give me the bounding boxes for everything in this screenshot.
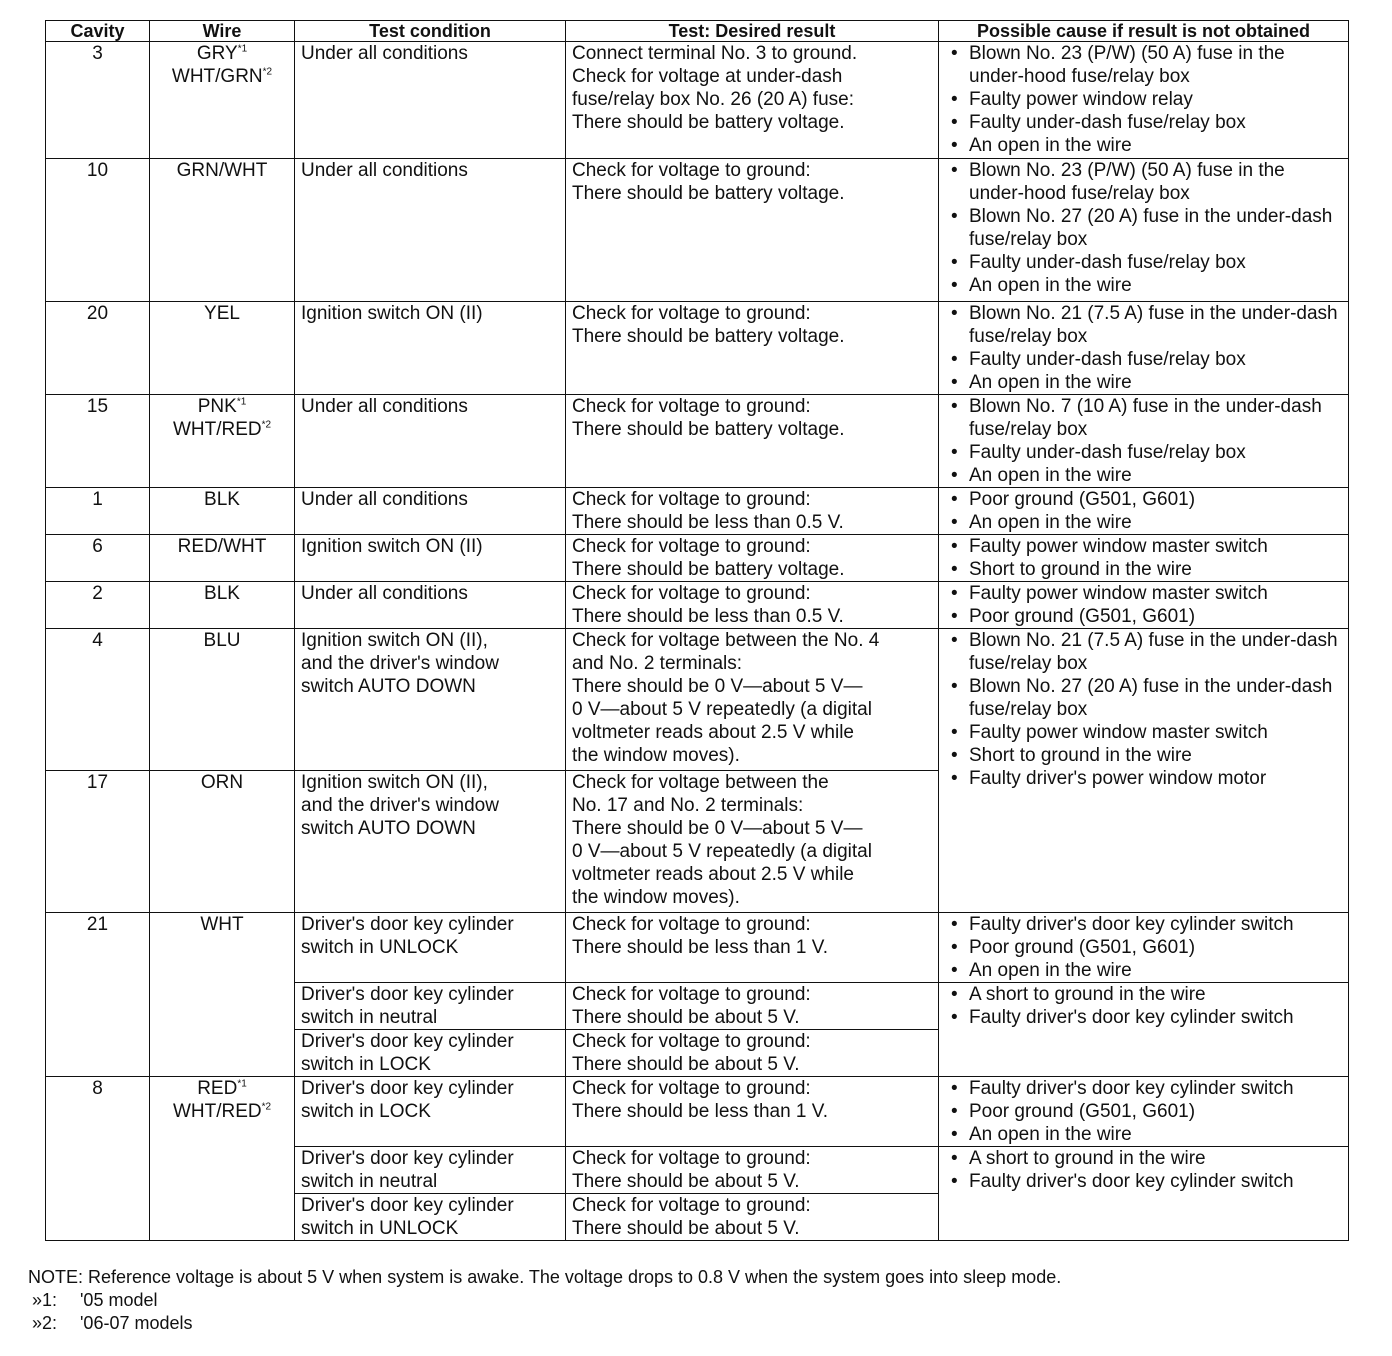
wire-color-text: BLK bbox=[204, 583, 240, 604]
cavity-cell: 21 bbox=[46, 913, 150, 1077]
cause-item: • Faulty driver's door key cylinder switch bbox=[945, 1006, 1342, 1029]
wire-cell bbox=[150, 488, 295, 535]
test-condition-cell: Under all conditions bbox=[295, 582, 566, 629]
cause-item: • A short to ground in the wire bbox=[945, 1147, 1342, 1170]
wire-cell bbox=[150, 771, 295, 913]
table-body bbox=[46, 42, 1349, 1241]
wire-color-text: WHT/GRN bbox=[171, 66, 263, 87]
wire-color-text: WHT/RED bbox=[172, 419, 262, 440]
cause-list bbox=[945, 629, 1342, 790]
wire-color-text: ORN bbox=[200, 772, 244, 793]
desired-result-cell: Check for voltage to ground: There should be about 5 V. bbox=[566, 1030, 939, 1077]
possible-cause-cell bbox=[939, 302, 1349, 395]
wire-cell bbox=[150, 582, 295, 629]
table-row bbox=[46, 582, 1349, 629]
cause-item: • Poor ground (G501, G601) bbox=[945, 1100, 1342, 1123]
test-condition-cell: Under all conditions bbox=[295, 488, 566, 535]
note-block bbox=[28, 1266, 1061, 1335]
cause-item: • Blown No. 23 (P/W) (50 A) fuse in the under-hood fuse/relay box bbox=[945, 42, 1342, 88]
footnote-key: »2: bbox=[32, 1313, 58, 1333]
test-table bbox=[45, 20, 1349, 1241]
wire-color-text: WHT bbox=[200, 914, 244, 935]
wire-footnote-ref: *1 bbox=[237, 43, 248, 55]
desired-result-cell: Check for voltage to ground: There should be battery voltage. bbox=[566, 535, 939, 582]
cavity-cell: 17 bbox=[46, 771, 150, 913]
wire-color bbox=[156, 1077, 288, 1100]
header-wire: Wire bbox=[150, 21, 295, 42]
desired-result-cell: Check for voltage to ground: There should be less than 0.5 V. bbox=[566, 488, 939, 535]
cavity-cell: 6 bbox=[46, 535, 150, 582]
cause-list bbox=[945, 1147, 1342, 1193]
cause-list bbox=[945, 42, 1342, 157]
possible-cause-cell bbox=[939, 42, 1349, 159]
wire-color bbox=[156, 395, 288, 418]
cause-item: • An open in the wire bbox=[945, 371, 1342, 394]
test-condition-cell: Driver's door key cylinder switch in neutral bbox=[295, 1147, 566, 1194]
cause-item: • A short to ground in the wire bbox=[945, 983, 1342, 1006]
cause-list bbox=[945, 302, 1342, 394]
wire-cell bbox=[150, 913, 295, 1077]
table-row bbox=[46, 1077, 1349, 1147]
table-row bbox=[46, 913, 1349, 983]
note-text: NOTE: Reference voltage is about 5 V when system is awake. The voltage drops to 0.8 V when the system goes into sleep mode. bbox=[28, 1267, 1062, 1287]
cause-item: • Faulty under-dash fuse/relay box bbox=[945, 441, 1342, 464]
desired-result-cell: Check for voltage to ground: There should be battery voltage. bbox=[566, 159, 939, 302]
footnote-value: '06-07 models bbox=[80, 1313, 193, 1333]
table-row bbox=[46, 629, 1349, 771]
cause-item: • An open in the wire bbox=[945, 959, 1342, 982]
wire-color-text: GRN/WHT bbox=[176, 160, 268, 181]
test-condition-cell: Ignition switch ON (II), and the driver's window switch AUTO DOWN bbox=[295, 629, 566, 771]
wire-cell bbox=[150, 302, 295, 395]
possible-cause-cell bbox=[939, 913, 1349, 983]
cavity-cell: 20 bbox=[46, 302, 150, 395]
cause-item: • Short to ground in the wire bbox=[945, 744, 1342, 767]
cause-item: • Faulty under-dash fuse/relay box bbox=[945, 251, 1342, 274]
possible-cause-cell bbox=[939, 582, 1349, 629]
wire-cell bbox=[150, 629, 295, 771]
table-row bbox=[46, 535, 1349, 582]
cavity-cell: 4 bbox=[46, 629, 150, 771]
header-row bbox=[46, 21, 1349, 42]
desired-result-cell: Check for voltage to ground: There should be less than 1 V. bbox=[566, 913, 939, 983]
wire-cell bbox=[150, 42, 295, 159]
header-cavity: Cavity bbox=[46, 21, 150, 42]
possible-cause-cell bbox=[939, 629, 1349, 913]
test-condition-cell: Under all conditions bbox=[295, 159, 566, 302]
table-row bbox=[46, 302, 1349, 395]
cause-item: • Blown No. 23 (P/W) (50 A) fuse in the under-hood fuse/relay box bbox=[945, 159, 1342, 205]
test-condition-cell: Ignition switch ON (II), and the driver's window switch AUTO DOWN bbox=[295, 771, 566, 913]
table-row bbox=[46, 159, 1349, 302]
wire-color-text: WHT/RED bbox=[172, 1101, 262, 1122]
wire-color bbox=[156, 159, 288, 182]
cause-list bbox=[945, 159, 1342, 297]
cause-list bbox=[945, 582, 1342, 628]
possible-cause-cell bbox=[939, 395, 1349, 488]
test-condition-cell: Ignition switch ON (II) bbox=[295, 535, 566, 582]
wire-color bbox=[156, 65, 288, 88]
test-condition-cell: Driver's door key cylinder switch in LOCK bbox=[295, 1030, 566, 1077]
desired-result-cell: Check for voltage to ground: There should be about 5 V. bbox=[566, 1194, 939, 1241]
cause-item: • Faulty power window master switch bbox=[945, 535, 1342, 558]
wire-color-text: BLU bbox=[203, 630, 241, 651]
cause-item: • Poor ground (G501, G601) bbox=[945, 936, 1342, 959]
cavity-cell: 10 bbox=[46, 159, 150, 302]
header-test-condition: Test condition bbox=[295, 21, 566, 42]
wire-color bbox=[156, 488, 288, 511]
desired-result-cell: Check for voltage to ground: There should be about 5 V. bbox=[566, 983, 939, 1030]
desired-result-cell: Connect terminal No. 3 to ground. Check for voltage at under-dash fuse/relay box No. 26 (20 A) fuse: There should be battery voltage. bbox=[566, 42, 939, 159]
wire-cell bbox=[150, 159, 295, 302]
cavity-cell: 8 bbox=[46, 1077, 150, 1241]
cause-item: • Faulty power window relay bbox=[945, 88, 1342, 111]
desired-result-cell: Check for voltage between the No. 17 and No. 2 terminals: There should be 0 V—about 5 V— 0 V—about 5 V repeatedly (a digital voltmeter reads about 2.5 V while the window moves). bbox=[566, 771, 939, 913]
cause-item: • An open in the wire bbox=[945, 511, 1342, 534]
cause-item: • Blown No. 27 (20 A) fuse in the under-dash fuse/relay box bbox=[945, 205, 1342, 251]
wire-cell bbox=[150, 395, 295, 488]
cause-item: • Faulty driver's power window motor bbox=[945, 767, 1342, 790]
cause-item: • Blown No. 21 (7.5 A) fuse in the under-dash fuse/relay box bbox=[945, 629, 1342, 675]
cause-item: • Faulty power window master switch bbox=[945, 582, 1342, 605]
wire-color bbox=[156, 42, 288, 65]
wire-color bbox=[156, 418, 288, 441]
desired-result-cell: Check for voltage to ground: There should be battery voltage. bbox=[566, 302, 939, 395]
desired-result-cell: Check for voltage to ground: There should be about 5 V. bbox=[566, 1147, 939, 1194]
cavity-cell: 3 bbox=[46, 42, 150, 159]
cause-item: • Blown No. 21 (7.5 A) fuse in the under-dash fuse/relay box bbox=[945, 302, 1342, 348]
desired-result-cell: Check for voltage to ground: There should be less than 0.5 V. bbox=[566, 582, 939, 629]
wire-color bbox=[156, 913, 288, 936]
wire-color bbox=[156, 771, 288, 794]
wire-color-text: RED bbox=[197, 1078, 238, 1099]
wire-color bbox=[156, 1100, 288, 1123]
test-condition-cell: Driver's door key cylinder switch in UNLOCK bbox=[295, 913, 566, 983]
wire-footnote-ref: *1 bbox=[236, 396, 247, 408]
wire-cell bbox=[150, 1077, 295, 1241]
desired-result-cell: Check for voltage to ground: There should be less than 1 V. bbox=[566, 1077, 939, 1147]
test-condition-cell: Driver's door key cylinder switch in UNLOCK bbox=[295, 1194, 566, 1241]
cavity-cell: 15 bbox=[46, 395, 150, 488]
cause-list bbox=[945, 488, 1342, 534]
cavity-cell: 1 bbox=[46, 488, 150, 535]
possible-cause-cell bbox=[939, 535, 1349, 582]
test-condition-cell: Under all conditions bbox=[295, 42, 566, 159]
cause-item: • An open in the wire bbox=[945, 274, 1342, 297]
cause-item: • Blown No. 7 (10 A) fuse in the under-dash fuse/relay box bbox=[945, 395, 1342, 441]
wire-color bbox=[156, 582, 288, 605]
cause-item: • An open in the wire bbox=[945, 1123, 1342, 1146]
wire-cell bbox=[150, 535, 295, 582]
wire-footnote-ref: *1 bbox=[237, 1078, 247, 1090]
cause-item: • Poor ground (G501, G601) bbox=[945, 488, 1342, 511]
test-condition-cell: Driver's door key cylinder switch in neutral bbox=[295, 983, 566, 1030]
wire-footnote-ref: *2 bbox=[262, 66, 273, 78]
possible-cause-cell bbox=[939, 1147, 1349, 1241]
possible-cause-cell bbox=[939, 488, 1349, 535]
desired-result-cell: Check for voltage to ground: There should be battery voltage. bbox=[566, 395, 939, 488]
cause-item: • Short to ground in the wire bbox=[945, 558, 1342, 581]
wire-footnote-ref: *2 bbox=[261, 419, 272, 431]
cavity-cell: 2 bbox=[46, 582, 150, 629]
wire-color-text: GRY bbox=[196, 43, 238, 64]
cause-item: • An open in the wire bbox=[945, 464, 1342, 487]
wire-color bbox=[156, 302, 288, 325]
table-row bbox=[46, 488, 1349, 535]
wire-color-text: PNK bbox=[197, 396, 237, 417]
test-condition-cell: Under all conditions bbox=[295, 395, 566, 488]
cause-list bbox=[945, 395, 1342, 487]
test-condition-cell: Driver's door key cylinder switch in LOCK bbox=[295, 1077, 566, 1147]
footnote-key: »1: bbox=[32, 1290, 58, 1310]
cause-item: • Faulty under-dash fuse/relay box bbox=[945, 348, 1342, 371]
wire-color-text: YEL bbox=[204, 303, 240, 324]
cause-item: • Faulty driver's door key cylinder switch bbox=[945, 1170, 1342, 1193]
cause-item: • An open in the wire bbox=[945, 134, 1342, 157]
cause-item: • Blown No. 27 (20 A) fuse in the under-dash fuse/relay box bbox=[945, 675, 1342, 721]
cause-item: • Faulty under-dash fuse/relay box bbox=[945, 111, 1342, 134]
wire-footnote-ref: *2 bbox=[261, 1101, 272, 1113]
cause-item: • Faulty power window master switch bbox=[945, 721, 1342, 744]
header-desired-result: Test: Desired result bbox=[566, 21, 939, 42]
cause-list bbox=[945, 1077, 1342, 1146]
wire-color-text: BLK bbox=[204, 489, 240, 510]
cause-list bbox=[945, 983, 1342, 1029]
possible-cause-cell bbox=[939, 159, 1349, 302]
table-row bbox=[46, 42, 1349, 159]
footnote-1 bbox=[28, 1289, 1061, 1312]
wire-color bbox=[156, 535, 288, 558]
possible-cause-cell bbox=[939, 983, 1349, 1077]
possible-cause-cell bbox=[939, 1077, 1349, 1147]
test-condition-cell: Ignition switch ON (II) bbox=[295, 302, 566, 395]
cause-item: • Faulty driver's door key cylinder switch bbox=[945, 913, 1342, 936]
header-possible-cause: Possible cause if result is not obtained bbox=[939, 21, 1349, 42]
cause-item: • Poor ground (G501, G601) bbox=[945, 605, 1342, 628]
cause-list bbox=[945, 535, 1342, 581]
cause-item: • Faulty driver's door key cylinder switch bbox=[945, 1077, 1342, 1100]
cause-list bbox=[945, 913, 1342, 982]
footnote-value: '05 model bbox=[80, 1290, 158, 1310]
wire-color-text: RED/WHT bbox=[177, 536, 267, 557]
table-row bbox=[46, 395, 1349, 488]
desired-result-cell: Check for voltage between the No. 4 and No. 2 terminals: There should be 0 V—about 5 V— 0 V—about 5 V repeatedly (a digital voltmeter reads about 2.5 V while the window moves). bbox=[566, 629, 939, 771]
wire-color bbox=[156, 629, 288, 652]
footnote-2 bbox=[28, 1312, 1061, 1335]
